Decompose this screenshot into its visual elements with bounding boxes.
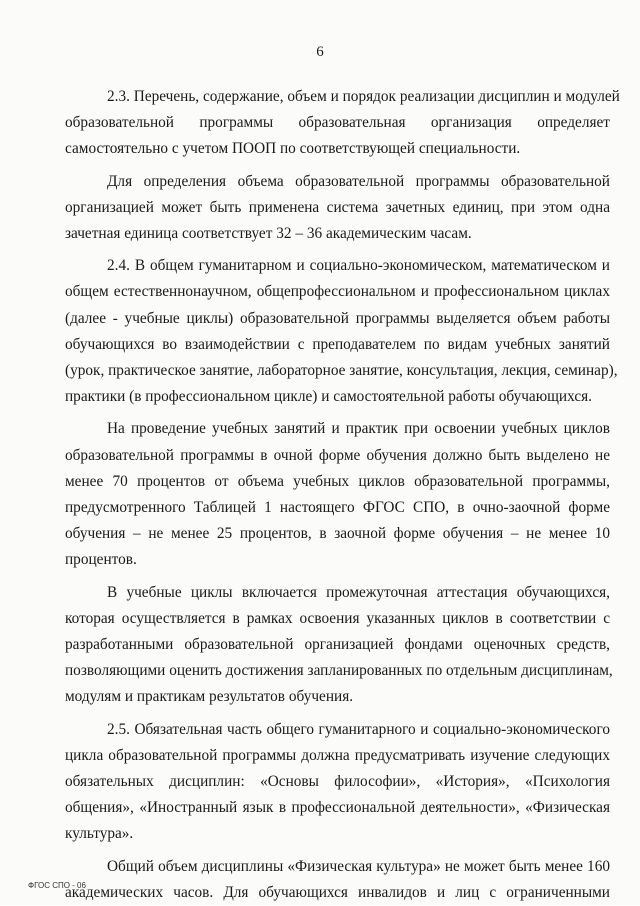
- text-line: 2.5. Обязательная часть общего гуманитарного и социально-экономического: [107, 720, 610, 738]
- text-line: предусмотренного Таблицей 1 настоящего ФГОС СПО, в очно-заочной форме: [65, 499, 610, 517]
- paragraph-2-5: [65, 717, 610, 848]
- text-line: В учебные циклы включается промежуточная аттестация обучающихся,: [107, 583, 610, 601]
- paragraph-attestation: [65, 580, 613, 711]
- text-line: обучения – не менее 25 процентов, в заочной форме обучения – не менее 10: [65, 525, 610, 543]
- text-line: (урок, практическое занятие, лабораторное занятие, консультация, лекция, семинар),: [65, 362, 618, 380]
- paragraph-physical-culture: [65, 854, 610, 906]
- text-line: образовательной программы в очной форме обучения должно быть выделено не: [65, 446, 610, 464]
- text-line: зачетная единица соответствует 32 – 36 академическим часам.: [65, 225, 472, 243]
- text-line: общения», «Иностранный язык в профессиональной деятельности», «Физическая: [65, 799, 610, 817]
- text-line: Общий объем дисциплины «Физическая культура» не может быть менее 160: [107, 857, 610, 875]
- text-line: модулям и практикам результатов обучения.: [65, 688, 354, 706]
- footer-doc-code: ФГОС СПО - 06: [28, 881, 86, 890]
- paragraph-credit-units: [65, 169, 610, 248]
- text-line: обязательных дисциплин: «Основы философии», «История», «Психология: [65, 773, 610, 791]
- text-line: позволяющими оценить достижения запланированных по отдельным дисциплинам,: [65, 662, 613, 680]
- text-line: общем естественнонаучном, общепрофессиональном и профессиональном циклах: [65, 283, 610, 301]
- text-line: цикла образовательной программы должна предусматривать изучение следующих: [65, 746, 610, 764]
- text-line: На проведение учебных занятий и практик при освоении учебных циклов: [107, 420, 610, 438]
- text-line: Для определения объема образовательной программы образовательной: [107, 172, 610, 190]
- text-line: которая осуществляется в рамках освоения указанных циклов в соответствии с: [65, 609, 610, 627]
- text-line: 2.3. Перечень, содержание, объем и порядок реализации дисциплин и модулей: [107, 88, 620, 105]
- text-line: менее 70 процентов от объема учебных циклов образовательной программы,: [65, 472, 610, 490]
- text-line: культура».: [65, 825, 134, 843]
- text-line: самостоятельно с учетом ПООП по соответствующей специальности.: [65, 140, 521, 158]
- document-body: [65, 84, 620, 906]
- page-number: 6: [316, 44, 324, 60]
- paragraph-2-4: [65, 253, 618, 410]
- text-line: организацией может быть применена система зачетных единиц, при этом одна: [65, 198, 610, 216]
- paragraph-2-3: [65, 84, 620, 163]
- text-line: (далее - учебные циклы) образовательной программы выделяется объем работы: [65, 309, 610, 327]
- paragraph-class-hours: [65, 416, 610, 573]
- text-line: академических часов. Для обучающихся инвалидов и лиц с ограниченными: [65, 883, 610, 901]
- text-line: образовательной программы образовательная организация определяет: [65, 114, 610, 132]
- text-line: процентов.: [65, 551, 137, 569]
- text-line: обучающихся во взаимодействии с преподавателем по видам учебных занятий: [65, 335, 610, 353]
- text-line: разработанными образовательной организацией фондами оценочных средств,: [65, 636, 610, 654]
- text-line: 2.4. В общем гуманитарном и социально-экономическом, математическом и: [107, 257, 610, 275]
- text-line: практики (в профессиональном цикле) и самостоятельной работы обучающихся.: [65, 388, 592, 406]
